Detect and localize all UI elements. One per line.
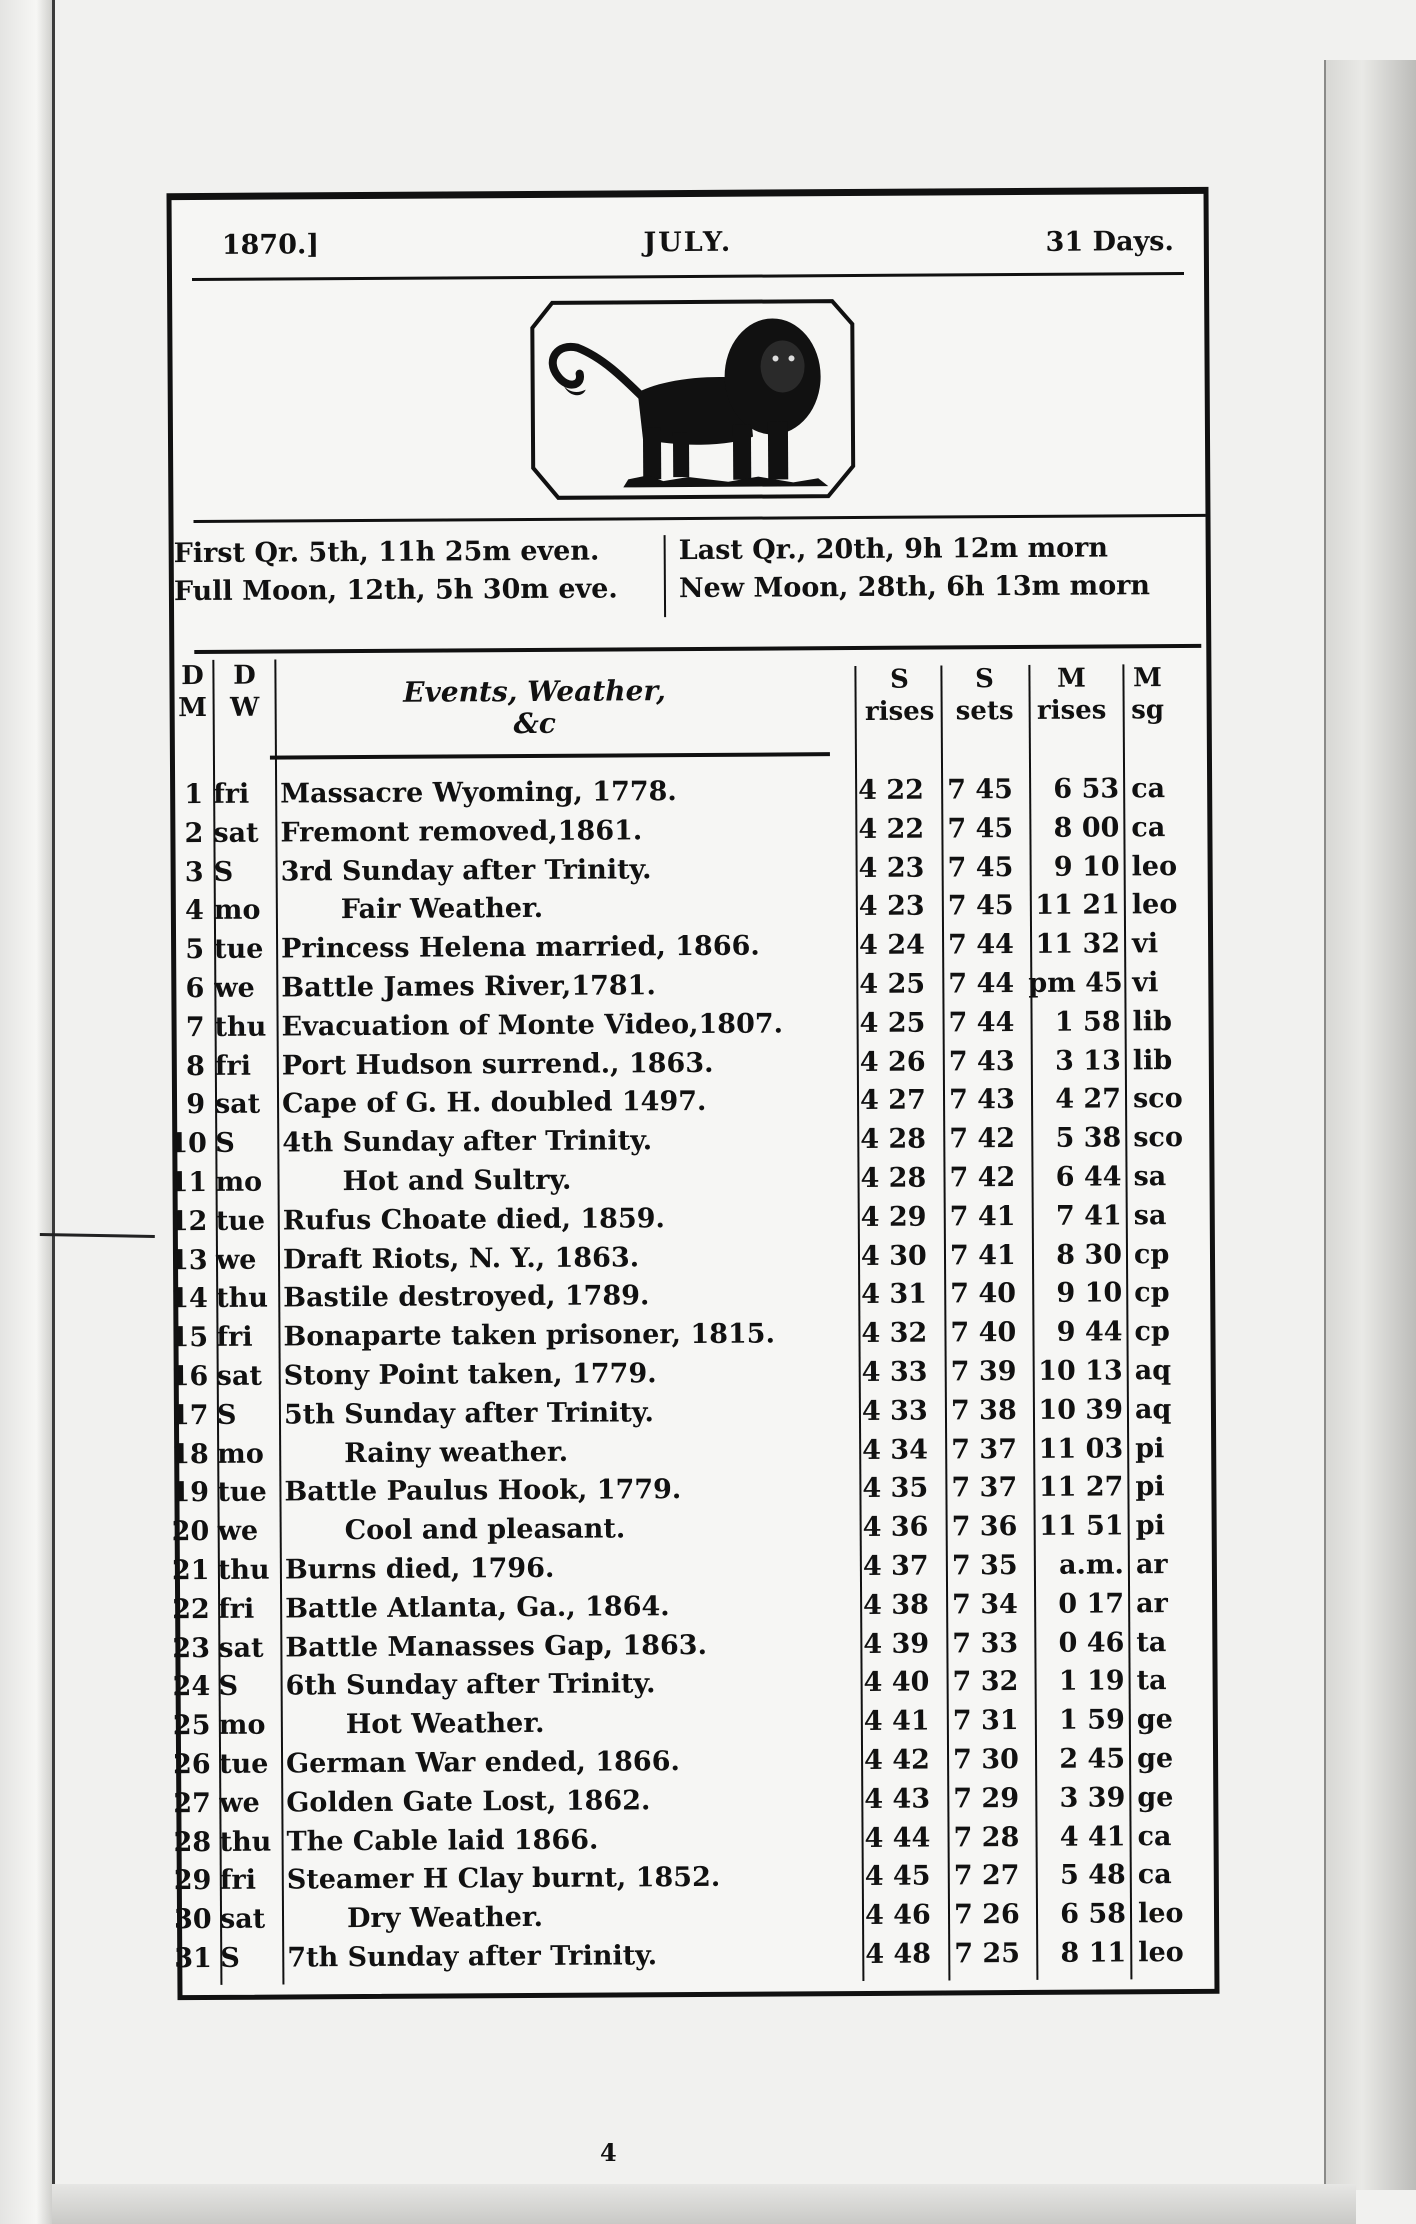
table-row xyxy=(176,886,1208,931)
sun-sets-cell: 7 26 xyxy=(953,1899,1020,1931)
event-cell: Steamer H Clay burnt, 1852. xyxy=(286,1862,721,1896)
zodiac-emblem xyxy=(527,296,858,503)
col-sun-rises: S rises xyxy=(864,664,935,727)
sun-rises-cell: 4 38 xyxy=(863,1589,929,1621)
sun-rises-cell: 4 48 xyxy=(865,1938,932,1970)
moon-sign-cell: ge xyxy=(1137,1781,1174,1814)
sun-sets-cell: 7 37 xyxy=(951,1433,1018,1465)
sun-sets-cell: 7 27 xyxy=(953,1860,1020,1892)
moon-sign-cell: leo xyxy=(1131,850,1178,882)
event-cell: Battle Atlanta, Ga., 1864. xyxy=(285,1590,670,1625)
day-of-week-cell: tue xyxy=(214,933,264,966)
event-cell: Cape of G. H. doubled 1497. xyxy=(281,1086,707,1120)
day-of-month-cell: 3 xyxy=(184,856,204,888)
day-of-month-cell: 16 xyxy=(170,1360,209,1393)
moon-sign-cell: ca xyxy=(1137,1820,1172,1852)
day-of-week-cell: mo xyxy=(213,895,261,927)
day-of-month-cell: 19 xyxy=(171,1477,210,1509)
day-of-week-cell: we xyxy=(215,1244,257,1276)
day-of-week-cell: mo xyxy=(215,1166,263,1198)
table-header xyxy=(174,654,1207,760)
moon-rises-cell: 3 39 xyxy=(1059,1782,1126,1814)
day-of-week-cell: sat xyxy=(218,1632,264,1664)
phase-full-moon: Full Moon, 12th, 5h 30m eve. xyxy=(173,573,618,608)
day-of-week-cell: thu xyxy=(217,1554,270,1586)
day-of-month-cell: 24 xyxy=(172,1671,211,1703)
day-of-month-cell: 17 xyxy=(170,1399,209,1431)
day-of-week-cell: sat xyxy=(214,1089,261,1121)
table-row xyxy=(170,1313,1210,1358)
table-row xyxy=(172,1585,1212,1630)
moon-rises-cell: 9 10 xyxy=(1056,1277,1123,1310)
day-of-month-cell: 5 xyxy=(185,934,205,966)
sun-rises-cell: 4 25 xyxy=(859,1007,926,1039)
sun-rises-cell: 4 23 xyxy=(858,890,925,923)
moon-rises-cell: 8 11 xyxy=(1060,1937,1127,1969)
sun-rises-cell: 4 32 xyxy=(861,1317,928,1350)
moon-sign-cell: ta xyxy=(1136,1626,1167,1658)
moon-sign-cell: leo xyxy=(1137,1898,1184,1930)
day-of-week-cell: fri xyxy=(219,1864,257,1897)
moon-rises-cell: 11 03 xyxy=(1038,1432,1124,1465)
event-cell: Battle James River,1781. xyxy=(281,970,656,1004)
col-day-of-week: D W xyxy=(229,660,260,723)
moon-rises-cell: 7 41 xyxy=(1055,1200,1122,1232)
event-cell: Princess Helena married, 1866. xyxy=(281,930,760,965)
sun-rises-cell: 4 30 xyxy=(860,1240,927,1272)
sun-rises-cell: 4 28 xyxy=(860,1162,927,1194)
day-of-week-cell: thu xyxy=(214,1011,267,1043)
moon-sign-cell: lib xyxy=(1132,1044,1173,1076)
table-row xyxy=(169,1119,1209,1164)
day-of-month-cell: 15 xyxy=(170,1322,209,1354)
sun-sets-cell: 7 42 xyxy=(949,1123,1016,1155)
event-cell: Burns died, 1796. xyxy=(284,1552,555,1586)
sun-rises-cell: 4 40 xyxy=(863,1666,930,1699)
day-of-month-cell: 31 xyxy=(174,1942,212,1975)
sun-rises-cell: 4 33 xyxy=(861,1356,928,1388)
table-row xyxy=(173,1817,1213,1862)
table-row xyxy=(177,1080,1209,1125)
table-row xyxy=(173,1895,1214,1940)
table-row xyxy=(175,770,1207,815)
moon-sign-cell: ge xyxy=(1136,1743,1174,1775)
moon-sign-cell: ca xyxy=(1131,773,1166,805)
sun-rises-cell: 4 33 xyxy=(861,1395,928,1427)
table-row xyxy=(170,1274,1210,1319)
col-moon-rises: M rises xyxy=(1036,663,1107,726)
day-of-week-cell: tue xyxy=(218,1748,269,1780)
table-row xyxy=(176,925,1208,970)
sun-sets-cell: 7 41 xyxy=(949,1200,1016,1233)
day-of-week-cell: tue xyxy=(215,1205,266,1237)
sun-sets-cell: 7 25 xyxy=(954,1937,1021,1970)
moon-rises-cell: 6 44 xyxy=(1055,1161,1122,1193)
sun-rises-cell: 4 22 xyxy=(858,774,925,806)
day-of-week-cell: S xyxy=(218,1671,239,1703)
moon-sign-cell: sco xyxy=(1133,1122,1184,1154)
moon-sign-cell: ar xyxy=(1135,1549,1168,1581)
table-row xyxy=(176,1003,1208,1048)
sun-sets-cell: 7 43 xyxy=(948,1045,1015,1078)
day-of-week-cell: mo xyxy=(217,1438,264,1470)
moon-rises-cell: 10 39 xyxy=(1038,1394,1124,1426)
phase-last-quarter: Last Qr., 20th, 9h 12m morn xyxy=(678,532,1109,567)
event-cell: Golden Gate Lost, 1862. xyxy=(286,1784,651,1819)
moon-sign-cell: pi xyxy=(1135,1471,1165,1503)
page-footer-mark: 4 xyxy=(600,2138,617,2167)
moon-rises-cell: 10 13 xyxy=(1038,1355,1123,1387)
table-row xyxy=(171,1429,1211,1474)
day-of-week-cell: fri xyxy=(214,1050,252,1082)
sun-rises-cell: 4 22 xyxy=(858,813,925,845)
table-row xyxy=(175,809,1207,854)
sun-sets-cell: 7 38 xyxy=(950,1394,1017,1427)
table-row xyxy=(171,1546,1212,1591)
sun-rises-cell: 4 34 xyxy=(862,1434,929,1466)
sun-rises-cell: 4 37 xyxy=(862,1550,929,1582)
day-of-month-cell: 11 xyxy=(169,1166,208,1199)
day-of-month-cell: 28 xyxy=(173,1826,212,1858)
moon-sign-cell: pi xyxy=(1135,1432,1165,1464)
event-cell: German War ended, 1866. xyxy=(285,1746,680,1780)
moon-sign-cell: leo xyxy=(1138,1936,1184,1969)
event-cell: Rufus Choate died, 1859. xyxy=(282,1202,665,1237)
sun-rises-cell: 4 25 xyxy=(859,968,926,1000)
sun-rises-cell: 4 44 xyxy=(864,1822,931,1854)
day-of-week-cell: sat xyxy=(219,1903,266,1936)
event-cell: The Cable laid 1866. xyxy=(286,1824,599,1858)
day-of-month-cell: 18 xyxy=(171,1438,209,1470)
day-of-week-cell: S xyxy=(215,1127,235,1160)
day-of-week-cell: fri xyxy=(218,1593,255,1625)
page-header xyxy=(192,212,1184,281)
phase-divider xyxy=(664,535,667,617)
event-cell: Bastile destroyed, 1789. xyxy=(283,1280,650,1314)
sun-sets-cell: 7 32 xyxy=(952,1666,1019,1698)
event-cell: Fair Weather. xyxy=(340,893,544,926)
day-of-week-cell: sat xyxy=(216,1360,262,1392)
sun-rises-cell: 4 35 xyxy=(862,1472,929,1505)
moon-sign-cell: aq xyxy=(1134,1393,1172,1426)
sun-rises-cell: 4 26 xyxy=(859,1046,926,1078)
event-cell: Stony Point taken, 1779. xyxy=(283,1358,657,1392)
lion-icon xyxy=(527,296,858,503)
sun-rises-cell: 4 36 xyxy=(862,1511,929,1544)
sun-rises-cell: 4 27 xyxy=(859,1084,926,1117)
event-cell: Rainy weather. xyxy=(344,1436,569,1469)
moon-sign-cell: ca xyxy=(1131,811,1166,844)
day-of-month-cell: 13 xyxy=(169,1244,208,1276)
sun-rises-cell: 4 41 xyxy=(863,1705,930,1738)
day-of-month-cell: 20 xyxy=(171,1516,210,1548)
sun-sets-cell: 7 44 xyxy=(948,968,1015,1000)
moon-phases xyxy=(174,524,1207,620)
day-of-week-cell: thu xyxy=(219,1826,272,1858)
moon-sign-cell: sa xyxy=(1133,1161,1167,1193)
sun-sets-cell: 7 45 xyxy=(947,890,1014,922)
moon-rises-cell: 6 58 xyxy=(1060,1898,1127,1930)
sun-sets-cell: 7 43 xyxy=(948,1084,1015,1116)
day-of-week-cell: fri xyxy=(216,1321,253,1354)
event-cell: Hot Weather. xyxy=(345,1708,545,1741)
event-cell: 4th Sunday after Trinity. xyxy=(282,1125,653,1159)
event-cell: Battle Manasses Gap, 1863. xyxy=(285,1629,708,1664)
sun-sets-cell: 7 45 xyxy=(947,851,1014,884)
event-cell: Fremont removed,1861. xyxy=(280,815,643,849)
page-stack-edge xyxy=(1324,60,1416,2190)
day-of-month-cell: 23 xyxy=(172,1632,211,1664)
header-month: JULY. xyxy=(643,226,733,259)
table-row xyxy=(173,1856,1214,1901)
table-row xyxy=(170,1352,1211,1397)
table-row xyxy=(169,1197,1210,1242)
event-cell: Dry Weather. xyxy=(346,1902,544,1935)
day-of-month-cell: 30 xyxy=(173,1904,212,1936)
almanac-page-frame xyxy=(166,187,1219,2000)
day-of-week-cell: mo xyxy=(218,1709,266,1742)
sun-rises-cell: 4 29 xyxy=(860,1201,927,1233)
day-of-month-cell: 10 xyxy=(169,1128,207,1160)
day-of-month-cell: 2 xyxy=(184,817,204,849)
event-cell: Draft Riots, N. Y., 1863. xyxy=(282,1241,640,1276)
moon-rises-cell: 4 41 xyxy=(1059,1820,1126,1853)
sun-sets-cell: 7 44 xyxy=(948,929,1014,961)
day-of-month-cell: 1 xyxy=(184,778,204,811)
table-row xyxy=(172,1662,1213,1707)
table-row xyxy=(172,1623,1212,1668)
sun-rises-cell: 4 31 xyxy=(861,1278,928,1311)
moon-rises-cell: 11 21 xyxy=(1035,889,1120,922)
day-of-week-cell: we xyxy=(214,972,255,1004)
sun-sets-cell: 7 40 xyxy=(950,1278,1017,1310)
moon-sign-cell: pi xyxy=(1135,1510,1165,1542)
phase-new-moon: New Moon, 28th, 6h 13m morn xyxy=(678,570,1151,605)
moon-rises-cell: pm 45 xyxy=(1028,967,1123,999)
sun-rises-cell: 4 24 xyxy=(859,929,925,962)
sun-sets-cell: 7 29 xyxy=(953,1782,1020,1815)
table-row xyxy=(169,1235,1210,1280)
moon-rises-cell: 11 27 xyxy=(1038,1471,1124,1504)
moon-sign-cell: vi xyxy=(1132,967,1159,999)
moon-rises-cell: 0 17 xyxy=(1058,1588,1125,1620)
calendar-rows xyxy=(169,770,1214,1979)
table-row xyxy=(171,1468,1211,1513)
table-row xyxy=(176,847,1208,892)
day-of-week-cell: thu xyxy=(216,1282,269,1315)
sun-sets-cell: 7 28 xyxy=(953,1821,1020,1853)
event-cell: 3rd Sunday after Trinity. xyxy=(280,853,652,888)
col-events: Events, Weather, &c xyxy=(403,674,666,741)
sun-rises-cell: 4 43 xyxy=(864,1783,931,1815)
phase-rule xyxy=(194,644,1201,654)
moon-rises-cell: 9 10 xyxy=(1053,850,1120,883)
moon-rises-cell: 5 48 xyxy=(1059,1859,1126,1892)
event-cell: Massacre Wyoming, 1778. xyxy=(280,776,677,810)
header-year: 1870.] xyxy=(221,229,320,261)
day-of-month-cell: 12 xyxy=(169,1205,208,1237)
table-row xyxy=(177,1041,1209,1086)
event-cell: 5th Sunday after Trinity. xyxy=(283,1396,654,1431)
day-of-week-cell: we xyxy=(219,1787,260,1819)
table-row xyxy=(176,964,1208,1009)
emblem-rule xyxy=(193,514,1205,523)
moon-sign-cell: cp xyxy=(1133,1238,1170,1270)
sun-sets-cell: 7 34 xyxy=(952,1588,1018,1621)
col-sun-sets: S sets xyxy=(955,664,1014,727)
table-row xyxy=(174,1934,1214,1979)
sun-rises-cell: 4 39 xyxy=(863,1628,930,1660)
col-moon-sign: M sg xyxy=(1131,663,1165,726)
event-cell: 7th Sunday after Trinity. xyxy=(287,1940,658,1974)
day-of-month-cell: 27 xyxy=(173,1787,211,1819)
event-cell: Port Hudson surrend., 1863. xyxy=(281,1047,714,1082)
sun-sets-cell: 7 41 xyxy=(949,1239,1016,1271)
day-of-week-cell: tue xyxy=(217,1476,267,1509)
sun-sets-cell: 7 33 xyxy=(952,1627,1019,1659)
table-row xyxy=(171,1507,1212,1552)
moon-sign-cell: ge xyxy=(1136,1704,1173,1736)
day-of-month-cell: 29 xyxy=(173,1865,212,1897)
day-of-month-cell: 22 xyxy=(172,1593,210,1625)
day-of-week-cell: sat xyxy=(213,817,259,849)
moon-rises-cell: 2 45 xyxy=(1059,1743,1126,1775)
day-of-month-cell: 9 xyxy=(186,1089,206,1121)
moon-rises-cell: 11 32 xyxy=(1035,928,1121,961)
facing-page-edge xyxy=(0,0,55,2224)
sun-sets-cell: 7 44 xyxy=(948,1006,1015,1039)
moon-rises-cell: 8 30 xyxy=(1056,1238,1123,1271)
sun-rises-cell: 4 46 xyxy=(864,1899,931,1932)
day-of-week-cell: S xyxy=(216,1399,237,1431)
day-of-month-cell: 25 xyxy=(172,1710,211,1742)
moon-rises-cell: 1 19 xyxy=(1058,1665,1125,1698)
day-of-month-cell: 8 xyxy=(185,1050,205,1082)
col-day-of-month: D M xyxy=(178,660,208,724)
day-of-month-cell: 7 xyxy=(185,1011,205,1043)
event-cell: Bonaparte taken prisoner, 1815. xyxy=(283,1318,776,1353)
moon-sign-cell: sco xyxy=(1132,1083,1183,1115)
moon-rises-cell: 1 58 xyxy=(1054,1006,1121,1038)
sun-sets-cell: 7 39 xyxy=(950,1355,1017,1388)
sun-sets-cell: 7 45 xyxy=(947,774,1014,806)
sun-sets-cell: 7 45 xyxy=(947,812,1014,845)
moon-sign-cell: ta xyxy=(1136,1665,1167,1697)
table-row xyxy=(173,1779,1213,1824)
day-of-month-cell: 14 xyxy=(170,1283,208,1315)
table-row xyxy=(169,1158,1209,1203)
moon-sign-cell: vi xyxy=(1132,928,1159,960)
moon-rises-cell: 6 53 xyxy=(1053,773,1120,805)
sun-rises-cell: 4 42 xyxy=(863,1744,930,1776)
day-of-week-cell: S xyxy=(220,1942,240,1974)
day-of-month-cell: 4 xyxy=(184,895,204,927)
moon-rises-cell: 9 44 xyxy=(1056,1316,1123,1348)
day-of-month-cell: 21 xyxy=(171,1554,210,1587)
table-row xyxy=(170,1391,1211,1436)
header-days: 31 Days. xyxy=(1045,226,1174,258)
sun-rises-cell: 4 28 xyxy=(860,1123,927,1156)
moon-rises-cell: 1 59 xyxy=(1058,1704,1125,1736)
day-of-month-cell: 6 xyxy=(185,972,205,1005)
day-of-week-cell: fri xyxy=(213,778,250,810)
moon-sign-cell: ar xyxy=(1136,1587,1168,1620)
day-of-month-cell: 26 xyxy=(172,1748,211,1781)
page-bottom-edge xyxy=(52,2184,1356,2224)
event-cell: Battle Paulus Hook, 1779. xyxy=(284,1474,682,1508)
moon-rises-cell: 8 00 xyxy=(1053,812,1120,844)
moon-sign-cell: aq xyxy=(1134,1355,1172,1387)
moon-sign-cell: cp xyxy=(1134,1316,1170,1348)
sun-sets-cell: 7 30 xyxy=(952,1743,1019,1776)
moon-rises-cell: 0 46 xyxy=(1058,1626,1125,1659)
sun-sets-cell: 7 37 xyxy=(951,1472,1018,1504)
moon-sign-cell: sa xyxy=(1133,1199,1167,1232)
event-cell: Hot and Sultry. xyxy=(342,1164,572,1198)
event-cell: Cool and pleasant. xyxy=(344,1513,626,1547)
moon-sign-cell: ca xyxy=(1137,1859,1172,1891)
moon-sign-cell: cp xyxy=(1134,1277,1170,1309)
moon-rises-cell: 3 13 xyxy=(1054,1044,1121,1077)
sun-sets-cell: 7 35 xyxy=(951,1549,1018,1582)
sun-sets-cell: 7 42 xyxy=(949,1162,1016,1194)
moon-sign-cell: lib xyxy=(1132,1005,1173,1038)
sun-sets-cell: 7 40 xyxy=(950,1317,1017,1349)
margin-pencil-mark xyxy=(40,1213,155,1238)
moon-rises-cell: 4 27 xyxy=(1055,1083,1122,1116)
event-cell: Evacuation of Monte Video,1807. xyxy=(281,1008,784,1043)
phase-first-quarter: First Qr. 5th, 11h 25m even. xyxy=(173,535,600,570)
sun-sets-cell: 7 31 xyxy=(952,1705,1019,1737)
moon-rises-cell: 5 38 xyxy=(1055,1122,1122,1154)
sun-rises-cell: 4 45 xyxy=(864,1860,931,1893)
day-of-week-cell: S xyxy=(213,856,234,888)
event-cell: 6th Sunday after Trinity. xyxy=(285,1668,656,1702)
table-row xyxy=(172,1701,1213,1746)
moon-rises-cell: 11 51 xyxy=(1039,1510,1124,1543)
sun-rises-cell: 4 23 xyxy=(858,852,925,884)
table-row xyxy=(172,1740,1213,1785)
day-of-week-cell: we xyxy=(217,1515,259,1548)
sun-sets-cell: 7 36 xyxy=(951,1511,1018,1543)
moon-rises-cell: a.m. xyxy=(1058,1549,1124,1581)
moon-sign-cell: leo xyxy=(1131,889,1178,921)
